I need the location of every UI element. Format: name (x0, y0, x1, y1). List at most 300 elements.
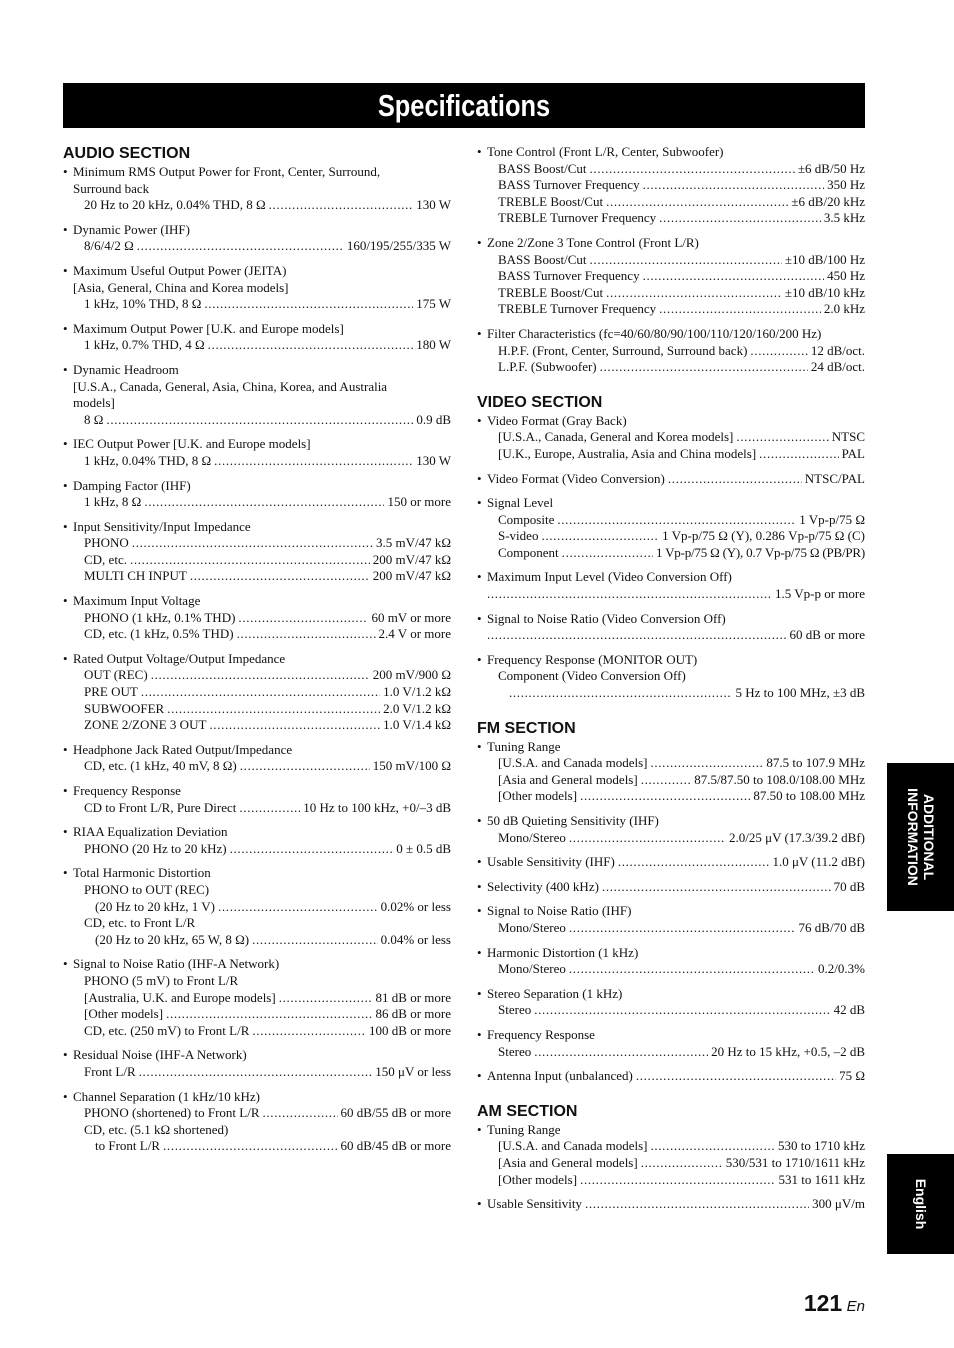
spec-title: • Headphone Jack Rated Output/Impedance (73, 741, 293, 757)
language-tab-label: English (912, 1178, 929, 1230)
spec-value: 1.0 V/1.2 kΩ (383, 684, 451, 700)
spec-subtitle: CD, etc. to Front L/R (84, 915, 196, 931)
dot-leader (606, 194, 788, 211)
spec-value: 20 Hz to 15 kHz, +0.5, –2 dB (711, 1043, 865, 1059)
spec-row (487, 854, 865, 871)
spec-label: MULTI CH INPUT (84, 568, 187, 584)
spec-label: ZONE 2/ZONE 3 OUT (84, 717, 207, 733)
spec-label: [U.K., Europe, Australia, Asia and China models] (498, 445, 757, 461)
dot-leader (230, 841, 394, 858)
spec-label: Mono/Stereo (498, 919, 566, 935)
spec-title: • Maximum Useful Output Power (JEITA) (73, 262, 287, 278)
spec-title: • Maximum Input Voltage (73, 593, 201, 609)
spec-label: Mono/Stereo (498, 961, 566, 977)
spec-label: CD, etc. (1 kHz, 0.5% THD) (84, 626, 234, 642)
dot-leader (163, 1138, 337, 1155)
spec-label: H.P.F. (Front, Center, Surround, Surround back) (498, 342, 748, 358)
spec-title: • Damping Factor (IHF) (73, 477, 191, 493)
spec-value: 87.5 to 107.9 MHz (766, 755, 865, 771)
spec-label: 1 kHz, 0.7% THD, 4 Ω (84, 337, 205, 353)
spec-row (73, 800, 451, 817)
fm-section-heading: FM SECTION (477, 719, 576, 737)
dot-leader (209, 717, 380, 734)
spec-item (477, 652, 865, 702)
dot-leader (190, 568, 370, 585)
spec-title: • Video Format (Gray Back) (487, 412, 627, 428)
spec-label: (20 Hz to 20 kHz, 1 V) (95, 898, 215, 914)
spec-subtitle: CD, etc. (5.1 kΩ shortened) (84, 1121, 229, 1137)
spec-item (477, 879, 865, 896)
spec-row (487, 359, 865, 376)
dot-leader (569, 920, 796, 937)
spec-label: Component (498, 544, 559, 560)
spec-value: 200 mV/47 kΩ (372, 568, 451, 584)
dot-leader (643, 268, 825, 285)
spec-value: 200 mV/900 Ω (372, 667, 451, 683)
page-language-code: En (846, 1298, 865, 1315)
spec-row (487, 1044, 865, 1061)
spec-row (73, 568, 451, 585)
section-tab-line1: ADDITIONAL (920, 793, 937, 881)
spec-title: • 50 dB Quieting Sensitivity (IHF) (487, 813, 659, 828)
spec-value: PAL (841, 445, 865, 461)
spec-value: 531 to 1611 kHz (778, 1171, 865, 1187)
spec-item (63, 362, 451, 428)
dot-leader (659, 301, 821, 318)
spec-label: CD, etc. (1 kHz, 40 mV, 8 Ω) (84, 758, 237, 774)
spec-value: ±6 dB/20 kHz (791, 193, 865, 209)
spec-item (477, 986, 865, 1019)
spec-label: 20 Hz to 20 kHz, 0.04% THD, 8 Ω (84, 197, 266, 213)
spec-label: [Asia and General models] (498, 1154, 638, 1170)
spec-value: 87.5/87.50 to 108.0/108.00 MHz (694, 771, 865, 787)
dot-leader (569, 961, 815, 978)
dot-leader (636, 1068, 836, 1085)
spec-item (63, 651, 451, 734)
spec-item (477, 611, 865, 644)
dot-leader (487, 586, 772, 603)
spec-value: 60 dB/55 dB or more (340, 1105, 451, 1121)
dot-leader (204, 296, 413, 313)
dot-leader (240, 758, 370, 775)
dot-leader (130, 552, 370, 569)
dot-leader (557, 512, 796, 529)
dot-leader (606, 285, 782, 302)
spec-label: 1 kHz, 8 Ω (84, 494, 142, 510)
spec-value: 150 μV or less (375, 1063, 451, 1079)
spec-label: CD, etc. (250 mV) to Front L/R (84, 1022, 250, 1038)
spec-row (487, 161, 865, 178)
dot-leader (580, 1172, 775, 1189)
spec-row (487, 446, 865, 463)
spec-title: • Signal to Noise Ratio (IHF) (487, 903, 632, 919)
spec-row (73, 684, 451, 701)
dot-leader (252, 1023, 366, 1040)
spec-row (73, 535, 451, 552)
spec-label: [U.S.A., Canada, General and Korea models] (498, 429, 734, 445)
spec-row (487, 1155, 865, 1172)
spec-title: • Frequency Response (73, 783, 181, 798)
spec-item (477, 739, 865, 805)
spec-title: • Zone 2/Zone 3 Tone Control (Front L/R) (487, 234, 699, 250)
spec-item (63, 865, 451, 948)
dot-leader (590, 161, 795, 178)
dot-leader (487, 627, 787, 644)
spec-item (477, 903, 865, 936)
spec-value: 60 dB/45 dB or more (340, 1138, 451, 1154)
spec-value: 1 Vp-p/75 Ω (Y), 0.286 Vp-p/75 Ω (C) (662, 528, 865, 544)
dot-leader (590, 252, 782, 269)
spec-value: NTSC/PAL (804, 470, 865, 486)
spec-label: [Other models] (498, 1171, 578, 1187)
dot-leader (736, 429, 828, 446)
spec-value: 1.0 V/1.4 kΩ (383, 717, 451, 733)
spec-value: 42 dB (833, 1002, 865, 1018)
dot-leader (750, 343, 807, 360)
spec-value: 530 to 1710 kHz (777, 1138, 865, 1154)
dot-leader (580, 788, 750, 805)
dot-leader (269, 197, 414, 214)
spec-label: CD, etc. (84, 551, 127, 567)
spec-label: 8/6/4/2 Ω (84, 238, 134, 254)
spec-row (487, 772, 865, 789)
spec-title: • Signal Level (487, 495, 554, 511)
spec-item (477, 413, 865, 463)
spec-value: 130 W (416, 197, 451, 213)
spec-value: 1.5 Vp-p or more (774, 586, 865, 602)
spec-value: 130 W (416, 452, 451, 468)
spec-row (73, 841, 451, 858)
section-tab[interactable] (887, 763, 954, 911)
spec-row (487, 1138, 865, 1155)
spec-item (477, 1122, 865, 1188)
spec-item (63, 956, 451, 1039)
spec-label: Mono/Stereo (498, 829, 566, 845)
spec-label: • Selectivity (400 kHz) (487, 878, 599, 894)
spec-row (73, 1006, 451, 1023)
spec-item (63, 436, 451, 469)
audio-section-heading: AUDIO SECTION (63, 145, 191, 162)
spec-row (73, 337, 451, 354)
spec-label: Stereo (498, 1002, 532, 1018)
spec-value: 81 dB or more (375, 989, 451, 1005)
spec-label: • Video Format (Video Conversion) (487, 470, 665, 486)
spec-row (73, 717, 451, 734)
spec-row (487, 528, 865, 545)
spec-title: • Rated Output Voltage/Output Impedance (73, 650, 286, 666)
dot-leader (650, 755, 763, 772)
dot-leader (214, 453, 413, 470)
spec-title: • Dynamic Headroom (73, 361, 179, 377)
spec-value: 180 W (416, 337, 451, 353)
spec-label: • Usable Sensitivity (IHF) (487, 854, 615, 870)
spec-label: Stereo (498, 1043, 532, 1059)
spec-value: 160/195/255/335 W (346, 238, 451, 254)
spec-item (63, 1047, 451, 1080)
spec-row (73, 1138, 451, 1155)
spec-row (73, 667, 451, 684)
spec-value: 24 dB/oct. (810, 359, 865, 375)
spec-item (63, 222, 451, 255)
spec-value: 1 Vp-p/75 Ω (799, 511, 865, 527)
spec-row (487, 252, 865, 269)
spec-title: • Input Sensitivity/Input Impedance (73, 518, 251, 534)
spec-label: OUT (REC) (84, 667, 148, 683)
spec-label: PHONO (1 kHz, 0.1% THD) (84, 609, 236, 625)
spec-row (487, 1172, 865, 1189)
spec-item (477, 569, 865, 602)
spec-value: 2.4 V or more (378, 626, 451, 642)
dot-leader (218, 899, 378, 916)
spec-title: • Tuning Range (487, 738, 561, 754)
spec-value: 76 dB/70 dB (798, 919, 865, 935)
spec-value: 0.04% or less (380, 931, 451, 947)
dot-leader (641, 772, 691, 789)
spec-row (487, 343, 865, 360)
spec-subtitle: PHONO to OUT (REC) (84, 881, 210, 897)
dot-leader (534, 1002, 830, 1019)
spec-label: 1 kHz, 10% THD, 8 Ω (84, 296, 202, 312)
spec-row (487, 1196, 865, 1213)
spec-title: • Minimum RMS Output Power for Front, Center, Surround, (73, 164, 381, 179)
spec-row (487, 429, 865, 446)
spec-row (487, 1068, 865, 1085)
spec-row (73, 238, 451, 255)
spec-subtitle: PHONO (5 mV) to Front L/R (84, 972, 239, 988)
spec-label: • Antenna Input (unbalanced) (487, 1068, 633, 1084)
dot-leader (659, 210, 821, 227)
spec-row (73, 197, 451, 214)
spec-row (73, 494, 451, 511)
spec-row (487, 788, 865, 805)
spec-value: ±10 dB/100 Hz (784, 251, 865, 267)
spec-label: 1 kHz, 0.04% THD, 8 Ω (84, 452, 212, 468)
dot-leader (263, 1105, 338, 1122)
spec-title: • Signal to Noise Ratio (IHF-A Network) (73, 956, 280, 972)
spec-item (477, 235, 865, 318)
spec-row (487, 268, 865, 285)
dot-leader (650, 1138, 775, 1155)
spec-row (487, 830, 865, 847)
spec-item (477, 1027, 865, 1060)
spec-title: • Residual Noise (IHF-A Network) (73, 1047, 247, 1063)
spec-label: Composite (498, 511, 555, 527)
spec-label: (20 Hz to 20 kHz, 65 W, 8 Ω) (95, 931, 250, 947)
dot-leader (569, 830, 726, 847)
spec-subtitle: Component (Video Conversion Off) (498, 668, 686, 684)
spec-title: • Signal to Noise Ratio (Video Conversion Off) (487, 610, 726, 626)
spec-title: • Tuning Range (487, 1121, 561, 1137)
dot-leader (643, 177, 825, 194)
spec-row (487, 627, 865, 644)
spec-value: NTSC (831, 429, 865, 445)
spec-row (487, 471, 865, 488)
dot-leader (137, 238, 344, 255)
spec-value: 3.5 kHz (823, 210, 865, 226)
dot-leader (562, 545, 653, 562)
spec-label: [U.S.A. and Canada models] (498, 755, 648, 771)
spec-title: • Dynamic Power (IHF) (73, 221, 190, 237)
spec-label: CD to Front L/R, Pure Direct (84, 799, 237, 815)
spec-title: • Harmonic Distortion (1 kHz) (487, 944, 639, 960)
spec-value: 175 W (416, 296, 451, 312)
dot-leader (144, 494, 384, 511)
spec-label: TREBLE Boost/Cut (498, 193, 604, 209)
spec-title: • Frequency Response (MONITOR OUT) (487, 651, 698, 667)
language-tab[interactable] (887, 1154, 954, 1254)
dot-leader (237, 626, 376, 643)
spec-value: 2.0 V/1.2 kΩ (383, 700, 451, 716)
spec-item (63, 824, 451, 857)
spec-row (487, 755, 865, 772)
spec-label: PHONO (84, 535, 129, 551)
spec-label: PHONO (20 Hz to 20 kHz) (84, 840, 227, 856)
dot-leader (151, 667, 370, 684)
spec-row (487, 879, 865, 896)
spec-row (73, 758, 451, 775)
dot-leader (585, 1196, 809, 1213)
dot-leader (600, 359, 808, 376)
spec-value: 3.5 mV/47 kΩ (375, 535, 451, 551)
spec-row (73, 626, 451, 643)
dot-leader (641, 1155, 723, 1172)
dot-leader (534, 1044, 708, 1061)
spec-value: ±10 dB/10 kHz (784, 284, 865, 300)
spec-item (477, 945, 865, 978)
spec-row (73, 899, 451, 916)
dot-leader (279, 990, 373, 1007)
spec-row (487, 177, 865, 194)
spec-title: • Channel Separation (1 kHz/10 kHz) (73, 1088, 261, 1104)
spec-value: 350 Hz (827, 177, 865, 193)
spec-row (487, 685, 865, 702)
spec-row (73, 610, 451, 627)
spec-title: • Tone Control (Front L/R, Center, Subwoofer) (487, 144, 724, 159)
spec-label: SUBWOOFER (84, 700, 165, 716)
section-tab-label (905, 788, 937, 886)
dot-leader (238, 610, 368, 627)
spec-item (63, 519, 451, 585)
spec-title: • Total Harmonic Distortion (73, 865, 211, 881)
spec-row (73, 552, 451, 569)
spec-item (477, 326, 865, 376)
spec-value: 200 mV/47 kΩ (372, 551, 451, 567)
spec-item (63, 263, 451, 313)
spec-label: TREBLE Turnover Frequency (498, 301, 657, 317)
spec-item (63, 1089, 451, 1155)
spec-label: [Australia, U.K. and Europe models] (84, 989, 276, 1005)
left-column (63, 144, 451, 1163)
spec-item (63, 478, 451, 511)
spec-value: 1 Vp-p/75 Ω (Y), 0.7 Vp-p/75 Ω (PB/PR) (655, 544, 865, 560)
spec-subtitle-cont: models] (73, 395, 115, 411)
dot-leader (509, 685, 732, 702)
spec-value: 70 dB (833, 878, 865, 894)
spec-label: L.P.F. (Subwoofer) (498, 359, 597, 375)
spec-title: • Filter Characteristics (fc=40/60/80/90/100/110/120/160/200 Hz) (487, 325, 822, 341)
spec-title: • Frequency Response (487, 1026, 595, 1042)
video-section-heading: VIDEO SECTION (477, 393, 603, 411)
dot-leader (106, 412, 413, 429)
spec-title: • Stereo Separation (1 kHz) (487, 985, 623, 1001)
spec-row (487, 285, 865, 302)
spec-label: BASS Boost/Cut (498, 160, 587, 176)
spec-label: [Other models] (498, 788, 578, 804)
dot-leader (208, 337, 414, 354)
dot-leader (618, 854, 770, 871)
spec-row (487, 586, 865, 603)
spec-value: 86 dB or more (375, 1006, 451, 1022)
spec-item (477, 1068, 865, 1085)
spec-item (477, 495, 865, 561)
dot-leader (139, 1064, 373, 1081)
spec-title: • Maximum Input Level (Video Conversion Off) (487, 569, 732, 585)
spec-label: to Front L/R (95, 1138, 161, 1154)
spec-label: BASS Turnover Frequency (498, 177, 640, 193)
spec-title: • RIAA Equalization Deviation (73, 824, 228, 840)
spec-label: BASS Turnover Frequency (498, 268, 640, 284)
spec-row (73, 932, 451, 949)
spec-value: ±6 dB/50 Hz (797, 160, 865, 176)
spec-value: 0.2/0.3% (818, 961, 865, 977)
spec-item (477, 854, 865, 871)
dot-leader (602, 879, 831, 896)
spec-label: • Usable Sensitivity (487, 1196, 582, 1212)
spec-value: 75 Ω (839, 1068, 865, 1084)
spec-row (487, 210, 865, 227)
spec-row (487, 961, 865, 978)
spec-value: 2.0 kHz (823, 301, 865, 317)
spec-value: 0.02% or less (380, 898, 451, 914)
spec-row (73, 1023, 451, 1040)
spec-value: 1.0 μV (11.2 dBf) (772, 854, 865, 870)
spec-value: 2.0/25 μV (17.3/39.2 dBf) (728, 829, 865, 845)
spec-label: S-video (498, 528, 539, 544)
page-title: Specifications (377, 88, 551, 123)
spec-item (477, 471, 865, 488)
spec-item (477, 813, 865, 846)
dot-leader (668, 471, 802, 488)
spec-label: [Asia and General models] (498, 771, 638, 787)
spec-row (487, 545, 865, 562)
spec-item (63, 742, 451, 775)
spec-row (487, 1002, 865, 1019)
spec-label: [U.S.A. and Canada models] (498, 1138, 648, 1154)
spec-label: Front L/R (84, 1063, 136, 1079)
spec-label: PRE OUT (84, 684, 138, 700)
dot-leader (239, 800, 300, 817)
spec-subtitle: [U.S.A., Canada, General, Asia, China, Korea, and Australia (73, 378, 388, 394)
spec-value: 0.9 dB (416, 411, 451, 427)
spec-item (63, 164, 451, 214)
spec-row (73, 453, 451, 470)
dot-leader (166, 1006, 372, 1023)
page-number-value: 121 (803, 1290, 843, 1316)
spec-value: 150 or more (387, 494, 451, 510)
dot-leader (167, 701, 380, 718)
spec-title: • Maximum Output Power [U.K. and Europe models] (73, 320, 344, 336)
spec-item (63, 783, 451, 816)
spec-row (487, 194, 865, 211)
spec-value: 450 Hz (827, 268, 865, 284)
dot-leader (141, 684, 380, 701)
spec-item (477, 1196, 865, 1213)
right-column (477, 144, 865, 1221)
spec-label: PHONO (shortened) to Front L/R (84, 1105, 260, 1121)
spec-value: 150 mV/100 Ω (372, 758, 451, 774)
spec-value: 87.50 to 108.00 MHz (753, 788, 865, 804)
spec-value: 12 dB/oct. (810, 342, 865, 358)
